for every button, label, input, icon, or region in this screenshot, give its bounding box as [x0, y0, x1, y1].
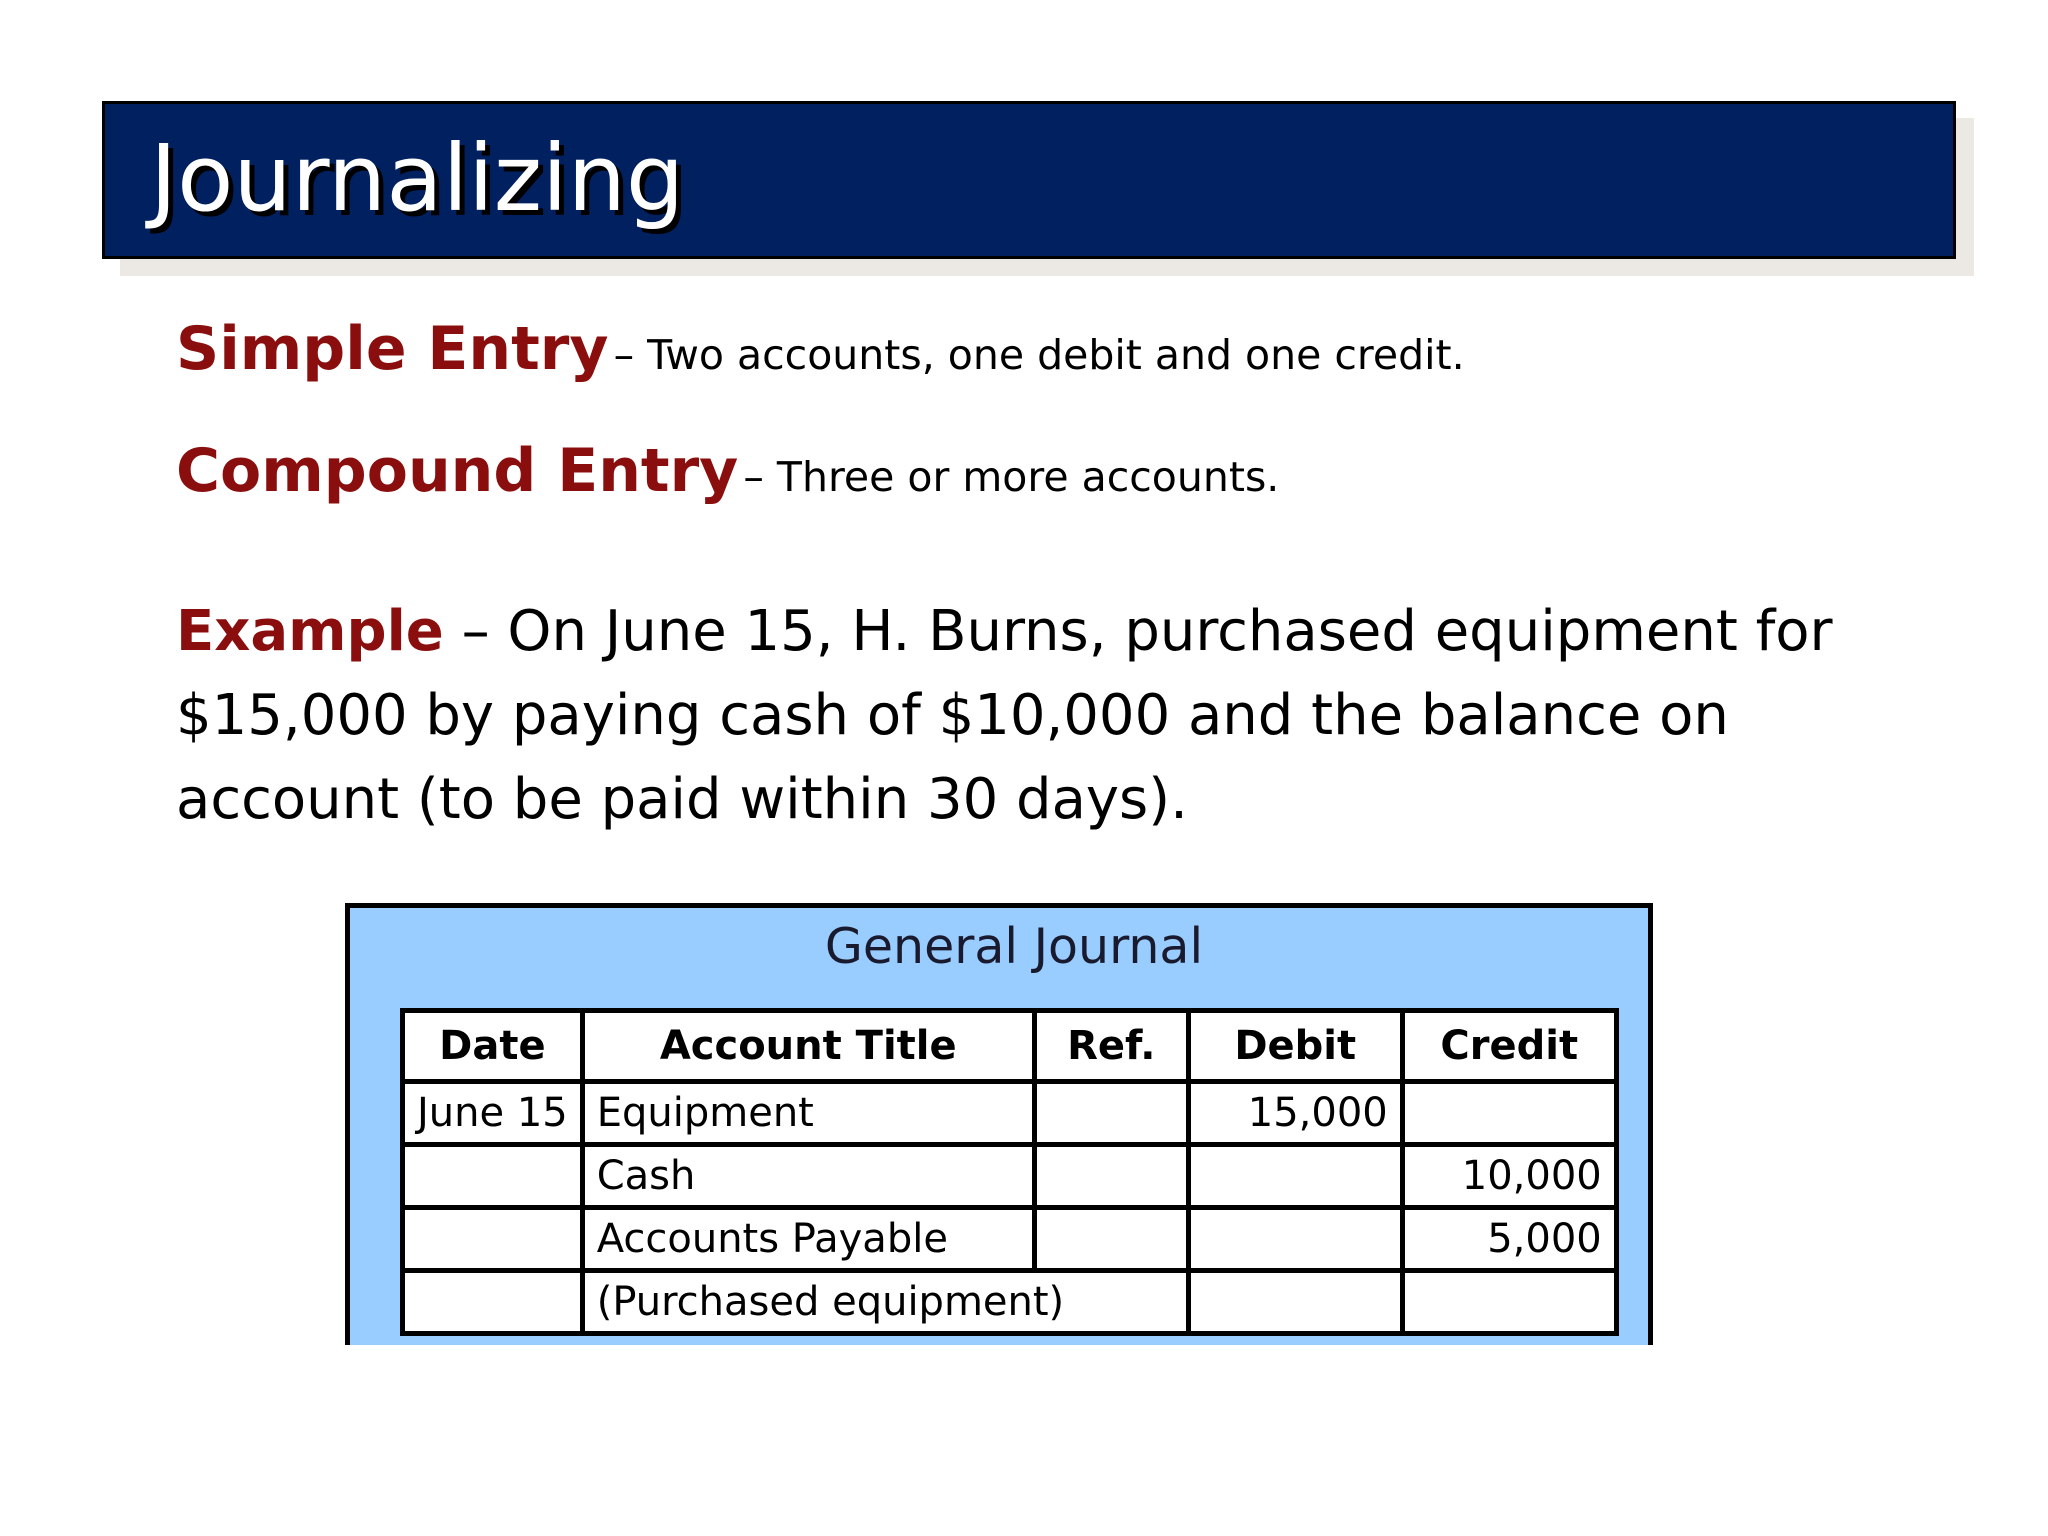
header-account-title: Account Title: [582, 1011, 1034, 1082]
row-credit: [1402, 1082, 1616, 1145]
table-row: [403, 1082, 1617, 1145]
row-ref: [1034, 1082, 1188, 1145]
general-journal: [345, 903, 1653, 1345]
slide-title: Journalizing: [150, 125, 685, 232]
row-account: Equipment: [582, 1082, 1034, 1145]
row-credit: [1402, 1271, 1616, 1334]
compound-entry-definition: [176, 436, 1279, 506]
journal-table: [400, 1008, 1619, 1336]
simple-entry-term: Simple Entry: [176, 314, 609, 384]
journal-title: General Journal: [824, 918, 1204, 975]
row-debit: [1188, 1145, 1402, 1208]
row-ref: [1034, 1145, 1188, 1208]
header-date: Date: [403, 1011, 583, 1082]
simple-entry-description: – Two accounts, one debit and one credit.: [613, 331, 1465, 379]
example-text: – On June 15, H. Burns, purchased equipment for $15,000 by paying cash of $10,000 and the balance on account (to be paid within 30 days).: [176, 599, 1833, 832]
title-bar: [102, 101, 1956, 259]
row-credit: 10,000: [1402, 1145, 1616, 1208]
example-label: Example: [176, 599, 444, 664]
table-row: [403, 1145, 1617, 1208]
header-credit: Credit: [1402, 1011, 1616, 1082]
row-ref: [1034, 1208, 1188, 1271]
row-explanation: (Purchased equipment): [582, 1271, 1188, 1334]
compound-entry-description: – Three or more accounts.: [743, 453, 1280, 501]
row-account: Accounts Payable: [582, 1208, 1034, 1271]
row-credit: 5,000: [1402, 1208, 1616, 1271]
row-debit: 15,000: [1188, 1082, 1402, 1145]
row-account: Cash: [582, 1145, 1034, 1208]
header-debit: Debit: [1188, 1011, 1402, 1082]
journal-header-row: [403, 1011, 1617, 1082]
compound-entry-term: Compound Entry: [176, 436, 739, 506]
header-ref: Ref.: [1034, 1011, 1188, 1082]
table-row: [403, 1271, 1617, 1334]
row-date: June 15: [403, 1082, 583, 1145]
example-paragraph: [176, 590, 1876, 842]
row-debit: [1188, 1271, 1402, 1334]
row-debit: [1188, 1208, 1402, 1271]
simple-entry-definition: [176, 314, 1465, 384]
table-row: [403, 1208, 1617, 1271]
row-date: [403, 1271, 583, 1334]
row-date: [403, 1208, 583, 1271]
row-date: [403, 1145, 583, 1208]
